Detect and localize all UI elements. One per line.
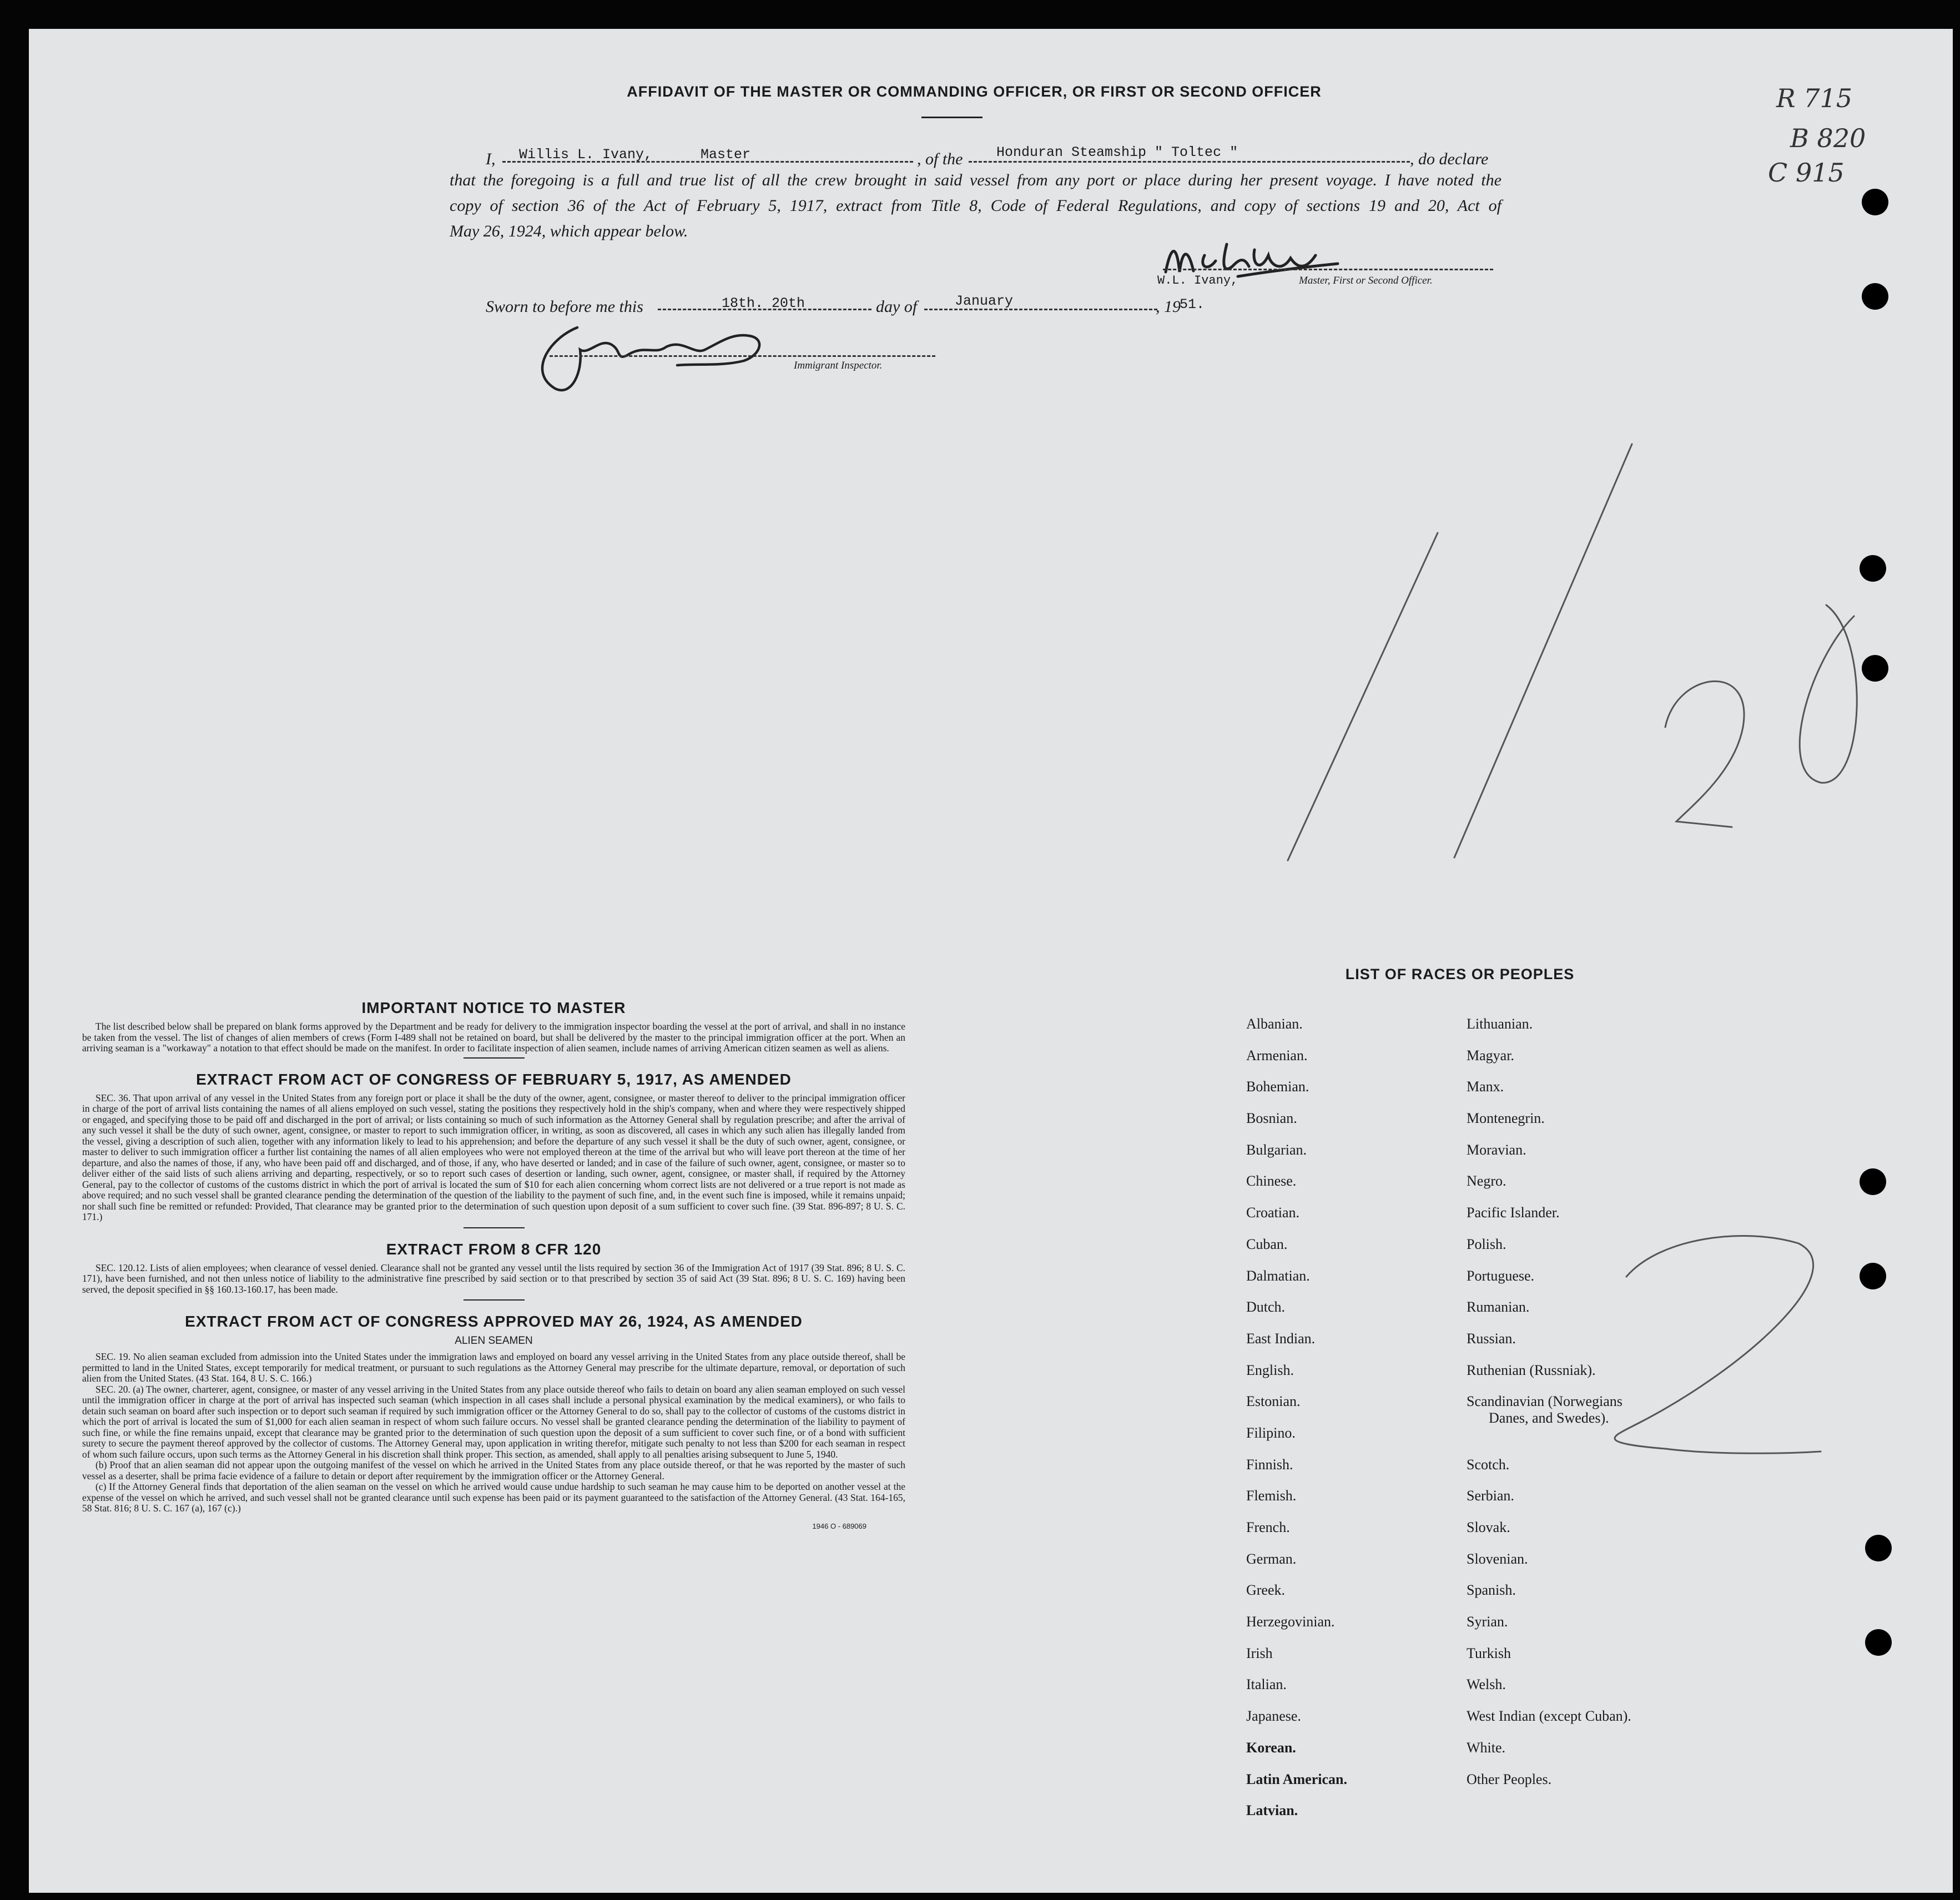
handwritten-note-c: C 915 <box>1768 158 1845 188</box>
race-item: Spanish. <box>1467 1582 1516 1599</box>
race-item: Bulgarian. <box>1246 1141 1307 1158</box>
race-item: Albanian. <box>1246 1016 1303 1032</box>
handwritten-note-r: R 715 <box>1776 83 1853 113</box>
races-left-column <box>1246 1016 1446 1834</box>
race-item: Armenian. <box>1246 1047 1308 1064</box>
print-code: 1946 O - 689069 <box>812 1521 866 1530</box>
races-title: LIST OF RACES OR PEOPLES <box>1345 966 1575 982</box>
race-item: Negro. <box>1467 1173 1506 1190</box>
declaration-do-declare: , do declare <box>1410 150 1489 168</box>
race-item: Russian. <box>1467 1330 1516 1347</box>
race-item: Manx. <box>1467 1078 1504 1095</box>
race-item: Montenegrin. <box>1467 1110 1545 1127</box>
race-item: Turkish <box>1467 1645 1511 1661</box>
declaration-i: I, <box>486 150 496 168</box>
sworn-label: Sworn to before me this <box>486 298 643 316</box>
extract-1924-sec19: SEC. 19. No alien seaman excluded from admission into the United States under the immigration laws and employed on board any vessel arriving in the United States from any place outside thereof, shall be permitted to land in the United States, except temporarily for medical treatment, or pursuant to such regulations as the Attorney General may prescribe for the ultimate departure, removal, or deportation of such alien from the United States. (43 Stat. 164, 8 U. S. C. 166.) <box>82 1351 905 1384</box>
race-item: Irish <box>1246 1645 1273 1661</box>
race-item: West Indian (except Cuban). <box>1467 1708 1631 1725</box>
extract-cfr-body: SEC. 120.12. Lists of alien employees; when clearance of vessel denied. Clearance shall not be granted any vessel until the lists required by section 36 of the Immigration Act of 1917 (39 Stat. 896; 8 U. S. C. 171), have been furnished, and not then unless notice of liability to the administrative fine prescribed by said section or to that prescribed by section 35 of said Act (39 Stat. 896; 8 U. S. C. 169) having been served, the deposit specified in §§ 160.13-160.17, has been made. <box>82 1262 905 1295</box>
vessel-field-line <box>969 161 1410 163</box>
race-item: Finnish. <box>1246 1456 1293 1473</box>
punch-hole <box>1862 283 1888 310</box>
extract-1924-sec20c: (c) If the Attorney General finds that deportation of the alien seaman on the vessel on which he arrived would cause undue hardship to such seaman he may cause him to be deported on another vessel at the expense of the vessel on which he arrived, and such vessel shall not be granted clearance until such expense has been paid or its payment guaranteed to the satisfaction of the Attorney General. (43 Stat. 164-165, 58 Stat. 816; 8 U. S. C. 167 (a), 167 (c).) <box>82 1481 905 1514</box>
sworn-day: 18th. 20th <box>722 295 805 311</box>
title-rule <box>921 117 982 118</box>
extract-1924-sec20b: (b) Proof that an alien seaman did not appear upon the outgoing manifest of the vessel on which he arrived in the United States from any place outside thereof, or that he was reported by the master of such vessel as a deserter, shall be prima facie evidence of a failure to detain or deport after requirement by the immigration officer or the Attorney General. <box>82 1459 905 1481</box>
year-prefix: , 19 <box>1156 298 1181 316</box>
race-item: Dalmatian. <box>1246 1267 1310 1284</box>
race-item: Latin American. <box>1246 1771 1347 1787</box>
declaration-line-2: that the foregoing is a full and true list of all the crew brought in said vessel from any port or place during her present voyage. I have noted the <box>450 171 1502 189</box>
notices-column <box>82 999 905 1530</box>
race-item: Herzegovinian. <box>1246 1614 1335 1630</box>
extract-cfr-title: EXTRACT FROM 8 CFR 120 <box>386 1240 602 1258</box>
race-item: Croatian. <box>1246 1204 1300 1221</box>
race-item: Ruthenian (Russniak). <box>1467 1362 1596 1378</box>
race-item: Latvian. <box>1246 1802 1298 1819</box>
race-item: English. <box>1246 1362 1294 1378</box>
sworn-year: 51. <box>1180 296 1205 313</box>
race-item: Moravian. <box>1467 1141 1526 1158</box>
section-rule <box>463 1057 525 1059</box>
day-of-label: day of <box>876 298 918 316</box>
signature-line <box>1163 269 1493 270</box>
inspector-line <box>550 355 935 357</box>
handwritten-number-1-20 <box>1254 439 1876 894</box>
punch-hole <box>1860 555 1886 582</box>
race-item: Welsh. <box>1467 1676 1506 1693</box>
section-rule <box>463 1227 525 1228</box>
race-item: Scandinavian (Norwegians <box>1467 1393 1623 1410</box>
race-item: Other Peoples. <box>1467 1771 1552 1787</box>
declaration-line-3: copy of section 36 of the Act of February 5, 1917, extract from Title 8, Code of Federal Regulations, and copy of sections 19 and 20, Act of <box>450 196 1502 215</box>
punch-hole <box>1865 1535 1892 1561</box>
signature-typed-name: W.L. Ivany, <box>1157 274 1238 288</box>
declaration-of-the: , of the <box>917 150 963 168</box>
race-item: French. <box>1246 1519 1290 1535</box>
race-item: Portuguese. <box>1467 1267 1535 1284</box>
notice-title: IMPORTANT NOTICE TO MASTER <box>361 999 626 1016</box>
inspector-signature <box>533 316 822 400</box>
race-item-continuation: Danes, and Swedes). <box>1489 1410 1609 1427</box>
race-item: East Indian. <box>1246 1330 1316 1347</box>
race-item: Korean. <box>1246 1739 1296 1756</box>
race-item: German. <box>1246 1550 1297 1567</box>
handwritten-note-b: B 820 <box>1790 123 1866 153</box>
sworn-month: January <box>955 293 1014 309</box>
race-item: Pacific Islander. <box>1467 1204 1560 1221</box>
punch-hole <box>1865 1629 1892 1656</box>
race-item: Bohemian. <box>1246 1078 1309 1095</box>
inspector-label: Immigrant Inspector. <box>794 360 883 371</box>
extract-1917-body: SEC. 36. That upon arrival of any vessel in the United States from any foreign port or place it shall be the duty of the owner, agent, consignee, or master thereof to deliver to the principal immigration officer in charge of the port of arrival lists containing the names of all aliens employed on such vessel, stating the positions they respectively hold in the ship's company, when and where they were respectively shipped or engaged, and specifying those to be paid off and discharged in the port of arrival; or lists containing so much of such information as the Attorney General shall by regulation prescribe; and after the arrival of any such vessel it shall be the duty of such owner, agent, consignee, or master to report to such immigration officer, in writing, as soon as discovered, all cases in which any such alien has illegally landed from the vessel, giving a description of such alien, together with any information likely to lead to his apprehension; and before the departure of any such vessel it shall be the duty of such owner, agent, consignee, or master to deliver to such immigration officer a further list containing the names of all alien employees who were not employed thereon at the time of the arrival but who will leave port thereon at the time of her departure, and also the names of those, if any, who have been paid off and discharged, and of those, if any, who have deserted or landed; and in case of the failure of such owner, agent, consignee, or master so to deliver either of the said lists of such aliens arriving and departing, respectively, or so to report such cases of desertion or landing, such owner, agent, consignee, or master shall, if required by the Attorney General, pay to the collector of customs of the customs district in which the port of arrival is located the sum of $10 for each alien concerning whom correct lists are not delivered or a true report is not made as above required; and no such vessel shall be granted clearance pending the determination of the question of the liability to the payment of such fine, and, in the event such fine is imposed, while it remains unpaid; nor shall such fine be remitted or refunded: Provided, That clearance may be granted prior to the determination of such question upon deposit of a sum sufficient to cover such fine. (39 Stat. 896-897; 8 U. S. C. 171.) <box>82 1092 905 1222</box>
race-item: Slovenian. <box>1467 1550 1528 1567</box>
extract-1924-subtitle: ALIEN SEAMEN <box>455 1335 533 1347</box>
master-name: Willis L. Ivany, <box>519 147 653 163</box>
punch-hole <box>1860 1263 1886 1289</box>
race-item: Serbian. <box>1467 1488 1514 1504</box>
race-item: Filipino. <box>1246 1424 1296 1441</box>
race-item: Syrian. <box>1467 1614 1508 1630</box>
race-item: Rumanian. <box>1467 1299 1530 1316</box>
affidavit-title: AFFIDAVIT OF THE MASTER OR COMMANDING OFFICER, OR FIRST OR SECOND OFFICER <box>627 83 1322 100</box>
race-item: Estonian. <box>1246 1393 1301 1410</box>
vessel-name: Honduran Steamship " Toltec " <box>996 144 1238 160</box>
master-rank: Master <box>701 147 751 163</box>
extract-1924-sec20a: SEC. 20. (a) The owner, charterer, agent, consignee, or master of any vessel arriving in the United States from any place outside thereof who fails to detain on board any alien seaman employed on such vessel until the immigration officer in charge at the port of arrival has inspected such seaman (which inspection in all cases shall include a personal physical examination by the medical examiners), or who fails to detain such seaman on board after such inspection or to deport such seaman if required by such immigration officer or the Attorney General to do so, shall pay to the collector of customs of the customs district in which the port of arrival is located the sum of $1,000 for each alien seaman in respect of whom such failure occurs. No vessel shall be granted clearance pending the determination of the liability to payment of such fine, or while the fine remains unpaid, except that clearance may be granted prior to the determination of such question upon the deposit of a sum sufficient to cover such fine, or of a bond with sufficient surety to secure the payment thereof approved by the collector of customs. The Attorney General may, upon application in writing therefor, mitigate such penalty to not less than $200 for each seaman in respect of whom such failure occurs, upon such terms as the Attorney General in his discretion shall think proper. This section, as amended, shall apply to all penalties arising subsequent to June 5, 1940. <box>82 1383 905 1460</box>
race-item: Chinese. <box>1246 1173 1297 1190</box>
race-item: Bosnian. <box>1246 1110 1297 1127</box>
race-item: Slovak. <box>1467 1519 1510 1536</box>
race-item: Polish. <box>1467 1236 1506 1252</box>
race-item: Japanese. <box>1246 1708 1301 1725</box>
punch-hole <box>1862 655 1888 682</box>
race-item: Italian. <box>1246 1676 1287 1693</box>
extract-1917-title: EXTRACT FROM ACT OF CONGRESS OF FEBRUARY 5, 1917, AS AMENDED <box>196 1070 792 1088</box>
race-item: White. <box>1467 1739 1506 1756</box>
notice-body: The list described below shall be prepared on blank forms approved by the Department and be ready for delivery to the immigration inspector boarding the vessel at the port of arrival, and shall in no instance be taken from the vessel. The list of changes of alien members of crews (Form I-489 shall not be retained on board, but shall be delivered by the master to the principal immigration officer at the port. When an arriving seaman is a "workaway" a notation to that effect should be made on the manifest. In order to facilitate inspection of alien seamen, include names of arriving American citizen seamen as well as aliens. <box>82 1021 905 1054</box>
race-item: Cuban. <box>1246 1236 1288 1252</box>
punch-hole <box>1860 1168 1886 1195</box>
race-item: Flemish. <box>1246 1488 1297 1504</box>
master-title-label: Master, First or Second Officer. <box>1299 275 1433 286</box>
race-item: Magyar. <box>1467 1047 1514 1064</box>
races-right-column <box>1467 1016 1800 1802</box>
race-item-scandinavian <box>1467 1393 1800 1456</box>
declaration-line-4: May 26, 1924, which appear below. <box>450 222 688 240</box>
race-item: Lithuanian. <box>1467 1016 1533 1032</box>
extract-1924-title: EXTRACT FROM ACT OF CONGRESS APPROVED MAY 26, 1924, AS AMENDED <box>185 1313 803 1330</box>
race-item: Dutch. <box>1246 1299 1286 1316</box>
punch-hole <box>1862 189 1888 215</box>
section-rule <box>463 1299 525 1301</box>
race-item: Greek. <box>1246 1582 1286 1599</box>
race-item: Scotch. <box>1467 1456 1510 1473</box>
